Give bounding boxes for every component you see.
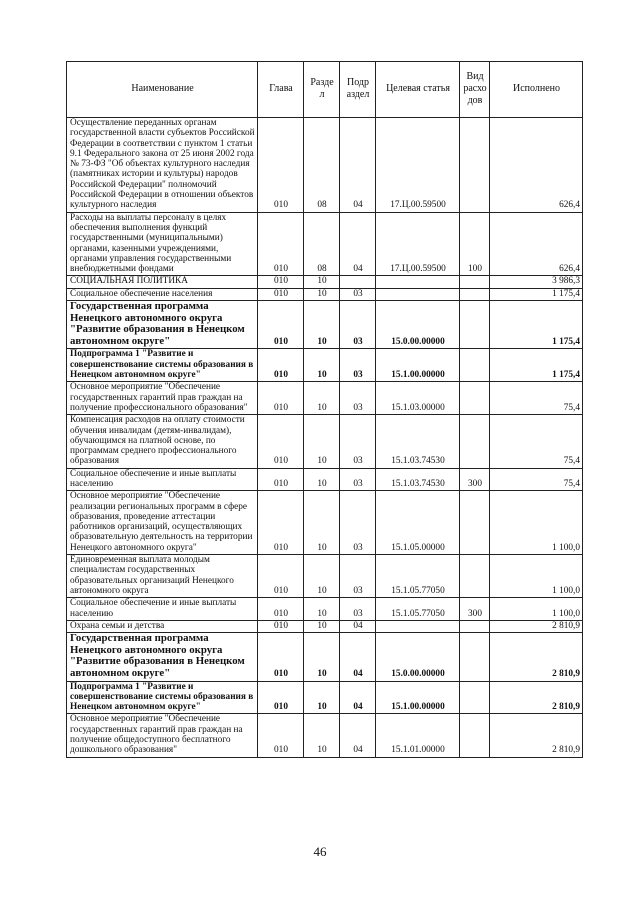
cell-razdel: 10 — [304, 349, 340, 382]
cell-vid: 300 — [460, 598, 490, 621]
cell-statya: 17.Ц.00.59500 — [376, 212, 460, 276]
cell-ispolneno: 3 986,3 — [490, 276, 583, 288]
cell-razdel: 10 — [304, 382, 340, 415]
cell-podrazdel: 03 — [340, 415, 376, 468]
table-row — [67, 288, 583, 300]
cell-glava: 010 — [258, 288, 304, 300]
cell-podrazdel: 03 — [340, 555, 376, 598]
cell-glava: 010 — [258, 620, 304, 632]
cell-ispolneno: 2 810,9 — [490, 714, 583, 757]
cell-statya: 15.1.01.00000 — [376, 714, 460, 757]
cell-podrazdel: 04 — [340, 714, 376, 757]
cell-razdel: 10 — [304, 633, 340, 681]
header-statya: Целевая статья — [376, 62, 460, 118]
cell-name: Социальное обеспечение населения — [67, 288, 258, 300]
cell-glava: 010 — [258, 468, 304, 491]
cell-ispolneno: 75,4 — [490, 415, 583, 468]
cell-ispolneno: 75,4 — [490, 382, 583, 415]
cell-podrazdel — [340, 276, 376, 288]
table-row — [67, 598, 583, 621]
cell-name: СОЦИАЛЬНАЯ ПОЛИТИКА — [67, 276, 258, 288]
cell-vid — [460, 714, 490, 757]
cell-statya: 15.1.03.74530 — [376, 468, 460, 491]
cell-podrazdel: 04 — [340, 620, 376, 632]
cell-vid — [460, 301, 490, 349]
cell-statya — [376, 620, 460, 632]
cell-glava: 010 — [258, 491, 304, 555]
cell-ispolneno: 2 810,9 — [490, 620, 583, 632]
cell-statya: 15.1.05.77050 — [376, 555, 460, 598]
page-number: 46 — [313, 844, 327, 859]
cell-ispolneno: 1 175,4 — [490, 288, 583, 300]
cell-glava: 010 — [258, 681, 304, 714]
cell-vid — [460, 555, 490, 598]
table-row — [67, 349, 583, 382]
cell-ispolneno: 75,4 — [490, 468, 583, 491]
cell-ispolneno: 2 810,9 — [490, 681, 583, 714]
cell-razdel: 10 — [304, 301, 340, 349]
cell-name: Осуществление переданных органам государственной власти субъектов Российской Федерации в соответствии с пунктом 1 статьи 9.1 Федерального закона от 25 июня 2002 года № 73-ФЗ "Об объектах культурного наследия (памятниках истории и культуры) народов Российской Федерации" полномочий Российской Федерации в отношении объектов культурного наследия — [67, 118, 258, 213]
cell-name: Государственная программа Ненецкого автономного округа "Развитие образования в Ненецком автономном округе" — [67, 633, 258, 681]
header-podrazdel: Подр аздел — [340, 62, 376, 118]
cell-statya: 15.1.00.00000 — [376, 349, 460, 382]
cell-glava: 010 — [258, 555, 304, 598]
table-row — [67, 276, 583, 288]
cell-vid — [460, 681, 490, 714]
cell-podrazdel: 04 — [340, 633, 376, 681]
header-glava: Глава — [258, 62, 304, 118]
cell-glava: 010 — [258, 415, 304, 468]
table-row — [67, 681, 583, 714]
cell-razdel: 10 — [304, 468, 340, 491]
cell-statya: 15.1.00.00000 — [376, 681, 460, 714]
cell-podrazdel: 03 — [340, 349, 376, 382]
header-razdel: Разде л — [304, 62, 340, 118]
cell-name: Подпрограмма 1 "Развитие и совершенствование системы образования в Ненецком автономном округе" — [67, 349, 258, 382]
table-row — [67, 555, 583, 598]
cell-glava: 010 — [258, 118, 304, 213]
cell-statya: 15.1.03.74530 — [376, 415, 460, 468]
cell-razdel: 10 — [304, 620, 340, 632]
table-row — [67, 620, 583, 632]
header-vid: Вид расхо дов — [460, 62, 490, 118]
cell-razdel: 10 — [304, 714, 340, 757]
cell-glava: 010 — [258, 633, 304, 681]
table-row — [67, 212, 583, 276]
cell-podrazdel: 03 — [340, 491, 376, 555]
cell-name: Единовременная выплата молодым специалистам государственных образовательных организаций Ненецкого автономного округа — [67, 555, 258, 598]
cell-ispolneno: 1 100,0 — [490, 491, 583, 555]
table-row — [67, 468, 583, 491]
cell-statya — [376, 288, 460, 300]
table-row — [67, 118, 583, 213]
cell-podrazdel: 04 — [340, 681, 376, 714]
cell-ispolneno: 2 810,9 — [490, 633, 583, 681]
cell-glava: 010 — [258, 598, 304, 621]
table-row — [67, 382, 583, 415]
cell-statya: 15.1.03.00000 — [376, 382, 460, 415]
cell-razdel: 08 — [304, 118, 340, 213]
cell-glava: 010 — [258, 212, 304, 276]
table-row — [67, 714, 583, 757]
cell-podrazdel: 03 — [340, 288, 376, 300]
cell-name: Социальное обеспечение и иные выплаты населению — [67, 598, 258, 621]
table-row — [67, 415, 583, 468]
cell-vid — [460, 118, 490, 213]
cell-vid: 100 — [460, 212, 490, 276]
cell-ispolneno: 1 175,4 — [490, 349, 583, 382]
header-name: Наименование — [67, 62, 258, 118]
cell-podrazdel: 03 — [340, 598, 376, 621]
cell-razdel: 08 — [304, 212, 340, 276]
cell-name: Социальное обеспечение и иные выплаты населению — [67, 468, 258, 491]
cell-podrazdel: 03 — [340, 301, 376, 349]
cell-glava: 010 — [258, 714, 304, 757]
cell-glava: 010 — [258, 301, 304, 349]
budget-table — [66, 61, 583, 758]
cell-statya: 17.Ц.00.59500 — [376, 118, 460, 213]
cell-glava: 010 — [258, 276, 304, 288]
cell-statya: 15.0.00.00000 — [376, 301, 460, 349]
table-row — [67, 301, 583, 349]
cell-vid — [460, 349, 490, 382]
cell-vid: 300 — [460, 468, 490, 491]
cell-podrazdel: 03 — [340, 382, 376, 415]
cell-podrazdel: 04 — [340, 212, 376, 276]
cell-razdel: 10 — [304, 598, 340, 621]
cell-razdel: 10 — [304, 288, 340, 300]
cell-name: Государственная программа Ненецкого автономного округа "Развитие образования в Ненецком автономном округе" — [67, 301, 258, 349]
cell-vid — [460, 491, 490, 555]
header-ispolneno: Исполнено — [490, 62, 583, 118]
cell-glava: 010 — [258, 382, 304, 415]
cell-glava: 010 — [258, 349, 304, 382]
table-row — [67, 491, 583, 555]
cell-name: Основное мероприятие "Обеспечение государственных гарантий прав граждан на получение профессионального образования" — [67, 382, 258, 415]
cell-razdel: 10 — [304, 415, 340, 468]
table-row — [67, 633, 583, 681]
cell-razdel: 10 — [304, 681, 340, 714]
cell-statya: 15.1.05.00000 — [376, 491, 460, 555]
cell-ispolneno: 626,4 — [490, 212, 583, 276]
cell-name: Основное мероприятие "Обеспечение государственных гарантий прав граждан на получение общедоступного бесплатного дошкольного образования" — [67, 714, 258, 757]
cell-statya: 15.0.00.00000 — [376, 633, 460, 681]
cell-razdel: 10 — [304, 491, 340, 555]
cell-vid — [460, 382, 490, 415]
cell-vid — [460, 288, 490, 300]
cell-vid — [460, 415, 490, 468]
cell-ispolneno: 626,4 — [490, 118, 583, 213]
cell-name: Компенсация расходов на оплату стоимости обучения инвалидам (детям-инвалидам), обучающимся на платной основе, по программам среднего профессионального образования — [67, 415, 258, 468]
cell-ispolneno: 1 175,4 — [490, 301, 583, 349]
table-body — [67, 118, 583, 758]
cell-razdel: 10 — [304, 276, 340, 288]
cell-vid — [460, 633, 490, 681]
cell-vid — [460, 620, 490, 632]
cell-razdel: 10 — [304, 555, 340, 598]
cell-name: Расходы на выплаты персоналу в целях обеспечения выполнения функций государственными (муниципальными) органами, казенными учреждениями, органами управления государственными внебюджетными фондами — [67, 212, 258, 276]
cell-statya — [376, 276, 460, 288]
cell-statya: 15.1.05.77050 — [376, 598, 460, 621]
cell-ispolneno: 1 100,0 — [490, 555, 583, 598]
cell-podrazdel: 03 — [340, 468, 376, 491]
cell-name: Основное мероприятие "Обеспечение реализации региональных программ в сфере образования, проведение аттестации работников организаций, осуществляющих образовательную деятельность на территории Ненецкого автономного округа" — [67, 491, 258, 555]
cell-podrazdel: 04 — [340, 118, 376, 213]
cell-name: Подпрограмма 1 "Развитие и совершенствование системы образования в Ненецком автономном округе" — [67, 681, 258, 714]
cell-name: Охрана семьи и детства — [67, 620, 258, 632]
cell-ispolneno: 1 100,0 — [490, 598, 583, 621]
table-header-row — [67, 62, 583, 118]
cell-vid — [460, 276, 490, 288]
